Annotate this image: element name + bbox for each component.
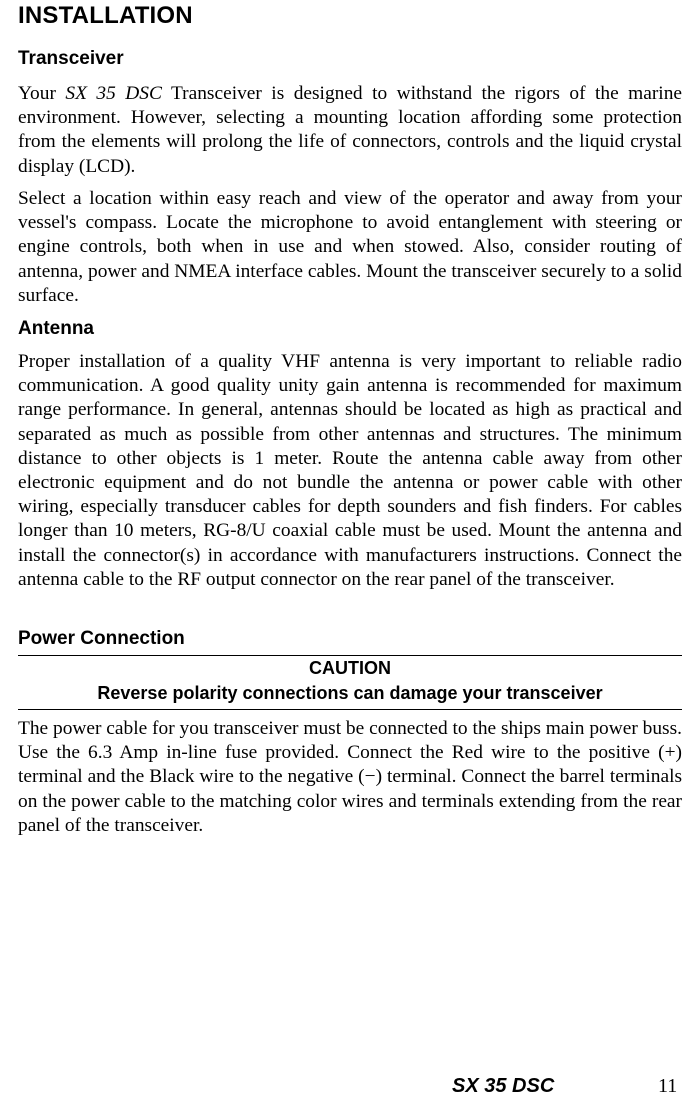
- transceiver-p1-lead: Your: [18, 83, 66, 104]
- antenna-heading: Antenna: [18, 318, 94, 339]
- power-paragraph: The power cable for you transceiver must be connected to the ships main power buss. Use the 6.3 Amp in-line fuse provided. Connect the Red wire to the positive (+) terminal and the Black wire to the negative (−) terminal. Connect the barrel terminals on the power cable to the matching color wires and terminals extending from the rear panel of the transceiver.: [18, 718, 682, 836]
- page-title: INSTALLATION: [18, 2, 193, 29]
- caution-text: Reverse polarity connections can damage your transceiver: [97, 683, 603, 703]
- caution-bottom-rule: [18, 709, 682, 710]
- caution-top-rule: [18, 655, 682, 656]
- page-number: 11: [658, 1075, 678, 1097]
- transceiver-p1-rest: Transceiver is designed to withstand the rigors of the marine environment. However, selecting a mounting location affording some protection from the elements will prolong the life of connectors, controls and the liquid crystal display (LCD).: [18, 83, 682, 177]
- transceiver-p1-model: SX 35 DSC: [65, 83, 162, 104]
- power-connection-heading: Power Connection: [18, 628, 185, 649]
- transceiver-heading: Transceiver: [18, 48, 124, 69]
- caution-title: CAUTION: [309, 658, 391, 678]
- antenna-paragraph: Proper installation of a quality VHF antenna is very important to reliable radio communication. A good quality unity gain antenna is recommended for maximum range performance. In general, antennas should be located as high as practical and separated as much as possible from other antennas and structures. The minimum distance to other objects is 1 meter. Route the antenna cable away from other electronic equipment and do not bundle the antenna or power cable with other wiring, especially transducer cables for depth sounders and fish finders. For cables longer than 10 meters, RG-8/U coaxial cable must be used. Mount the antenna and install the connector(s) in accordance with manufacturers instructions. Connect the antenna cable to the RF output connector on the rear panel of the transceiver.: [18, 351, 682, 590]
- transceiver-paragraph-2: Select a location within easy reach and view of the operator and away from your vessel's compass. Locate the microphone to avoid entanglement with steering or engine controls, both when in use and when stowed. Also, consider routing of antenna, power and NMEA interface cables. Mount the transceiver securely to a solid surface.: [18, 188, 682, 306]
- footer-model: SX 35 DSC: [452, 1075, 555, 1097]
- transceiver-paragraph-1: [18, 82, 682, 179]
